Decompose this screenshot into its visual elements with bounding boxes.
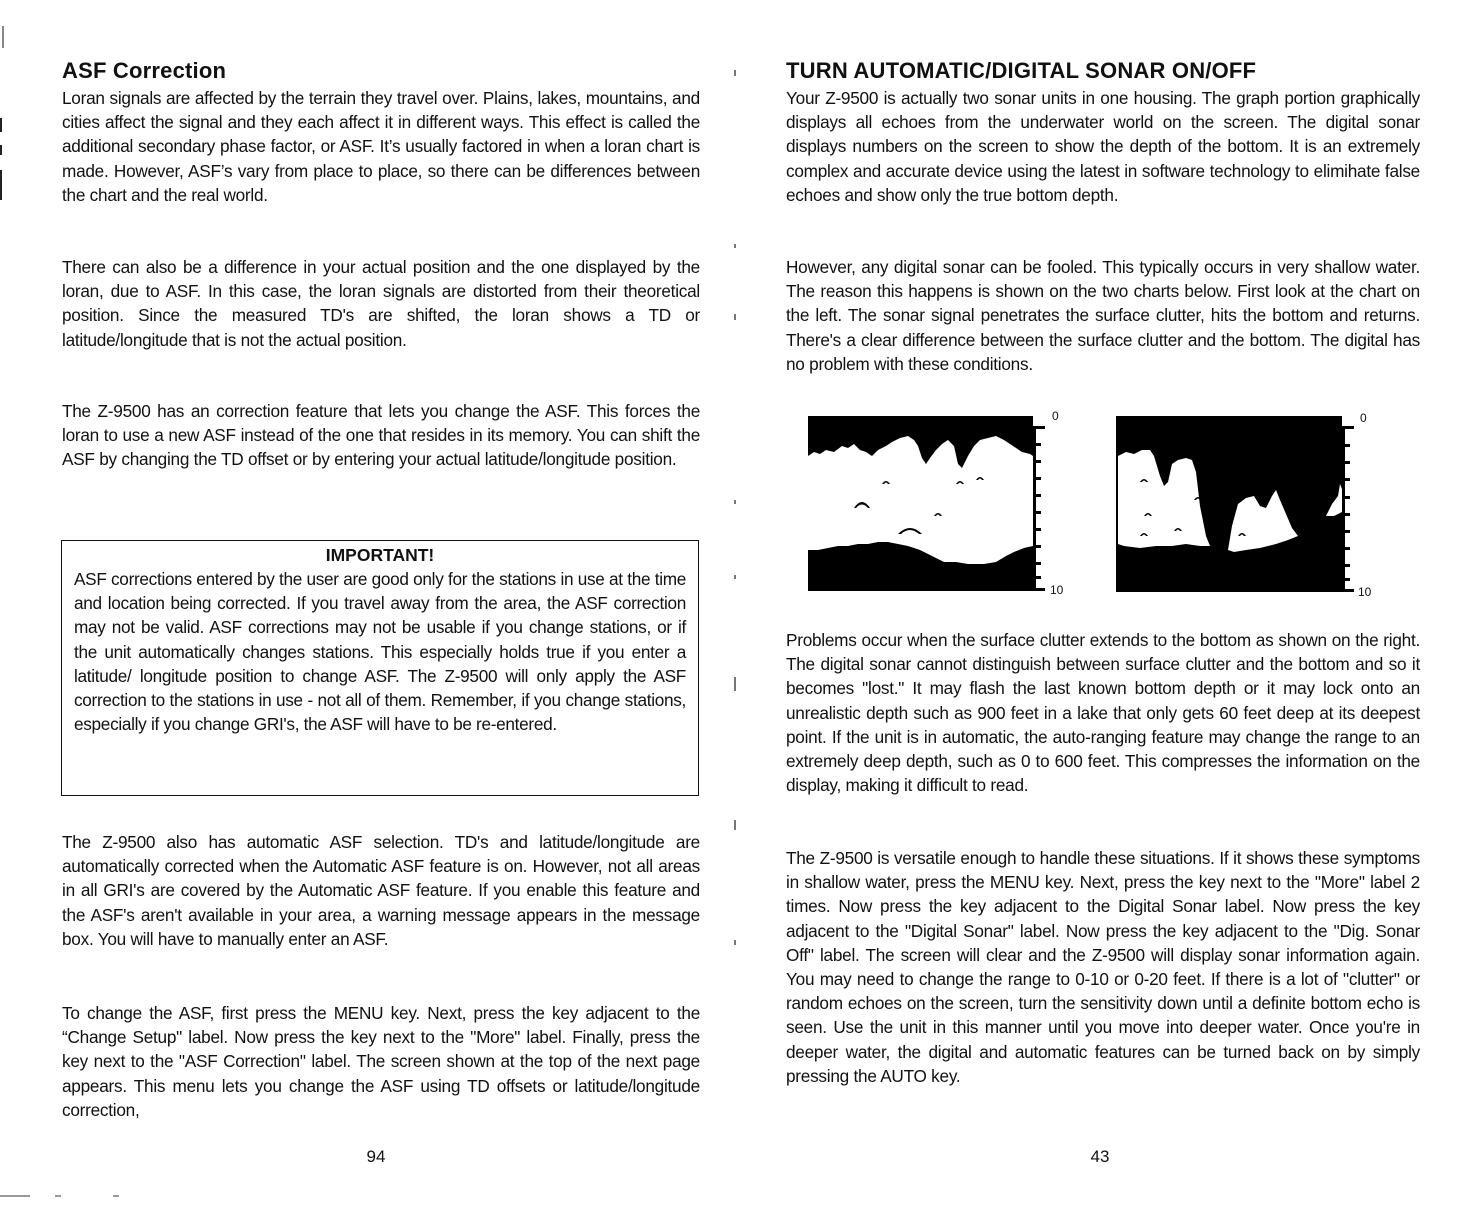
- paragraph: The Z-9500 also has automatic ASF selection. TD's and latitude/longitude are automatically corrected when the Automatic ASF feature is on. However, not all areas in all GRI's are covered by the Automatic ASF feature. If you enable this feature and the ASF's aren't available in your area, a warning message appears in the message box. You will have to manually enter an ASF.: [62, 832, 700, 949]
- paragraph: The Z-9500 is versatile enough to handle these situations. If it shows these symptoms in shallow water, press the MENU key. Next, press the key next to the "More" label 2 times. Now press the key adjacent to the Digital Sonar label. Now press the key adjacent to the "Digital Sonar" label. Now press the key adjacent to the "Dig. Sonar Off" label. The screen will clear and the Z-9500 will display sonar information again. You may need to change the range to 0-10 or 0-20 feet. If there is a lot of "clutter" or random echoes on the screen, turn the sensitivity down until a definite bottom echo is seen. Use the unit in this manner until you move into deeper water. Once you're in deeper water, the digital and automatic features can be turned back on by simply pressing the AUTO key.: [786, 848, 1420, 1086]
- scale-tick: [1033, 511, 1041, 514]
- sonar-display: [808, 416, 1048, 596]
- paragraph: Your Z-9500 is actually two sonar units in one housing. The graph portion graphically displays all echoes from the underwater world on the screen. The digital sonar displays numbers on the screen to show the depth of the bottom. It is an extremely complex and accurate device using the latest in software technology to elimihate false echoes and show only the true bottom depth.: [786, 88, 1420, 205]
- paragraph: There can also be a difference in your actual position and the one displayed by the loran, due to ASF. In this case, the loran signals are distorted from their theoretical position. Since the measured TD's are shifted, the loran shows a TD or latitude/longitude that is not the actual position.: [62, 257, 700, 350]
- gutter-marks: [734, 60, 740, 1060]
- scale-tick: [1033, 494, 1041, 497]
- paragraph: Loran signals are affected by the terrain they travel over. Plains, lakes, mountains, and cities affect the signal and they each affect it in different ways. This effect is called the additional secondary phase factor, or ASF. It’s usually factored in when a loran chart is made. However, ASF’s vary from place to place, so there can be differences between the chart and the real world.: [62, 88, 700, 205]
- important-notice-box: [61, 540, 699, 796]
- scan-bottom-noise: [113, 1195, 119, 1197]
- sonar-display: [1116, 416, 1356, 596]
- depth-scale-bottom-label: 10: [1358, 585, 1372, 599]
- scale-tick: [1033, 477, 1041, 480]
- scale-tick: [1342, 530, 1350, 533]
- section-title-sonar-on-off: TURN AUTOMATIC/DIGITAL SONAR ON/OFF: [786, 58, 1257, 83]
- depth-scale: [1342, 426, 1354, 592]
- scale-tick: [1342, 461, 1350, 464]
- paragraph: To change the ASF, first press the MENU key. Next, press the key adjacent to the “Change Setup" label. Now press the key next to the "More" label. Finally, press the key next to the "ASF Correction" label. The screen shown at the top of the next page appears. This menu lets you change the ASF using TD offsets or latitude/longitude correction,: [62, 1003, 700, 1120]
- scale-tick: [1342, 426, 1354, 429]
- scale-tick: [1033, 460, 1041, 463]
- scale-tick: [1033, 588, 1045, 591]
- scale-tick: [1033, 443, 1041, 446]
- page-number: 94: [366, 1147, 386, 1166]
- scale-tick: [1033, 562, 1041, 565]
- scan-bottom-noise: [0, 1195, 30, 1197]
- scale-tick: [1342, 578, 1350, 581]
- sonar-figure-clear-bottom: [808, 409, 1068, 597]
- scale-tick: [1033, 426, 1045, 429]
- scale-tick: [1342, 496, 1350, 499]
- depth-scale-top-label: 0: [1052, 409, 1059, 423]
- scale-tick: [1033, 545, 1041, 548]
- scan-bottom-noise: [55, 1195, 61, 1197]
- depth-scale-bottom-label: 10: [1050, 583, 1064, 597]
- depth-scale: [1033, 426, 1045, 591]
- scale-tick: [1342, 564, 1350, 567]
- section-title-asf-correction: ASF Correction: [62, 58, 227, 83]
- surface-clutter-and-water: [808, 436, 1033, 564]
- sonar-figure-clutter-to-bottom: [1116, 411, 1376, 599]
- scale-tick: [1342, 444, 1350, 447]
- depth-scale-top-label: 0: [1360, 411, 1367, 425]
- scale-tick: [1342, 547, 1350, 550]
- page-number: 43: [1090, 1147, 1110, 1166]
- scale-tick: [1033, 576, 1041, 579]
- important-notice-title: IMPORTANT!: [325, 545, 435, 565]
- paragraph: Problems occur when the surface clutter extends to the bottom as shown on the right. The digital sonar cannot distinguish between surface clutter and the bottom and so it becomes "lost." It may flash the last known bottom depth or it may lock onto an unrealistic depth such as 900 feet in a lake that only gets 60 feet deep at its deepest point. If the unit is in automatic, the auto-ranging feature may change the range to an extremely deep depth, such as 0 to 600 feet. This compresses the information on the display, making it difficult to read.: [786, 630, 1420, 796]
- scale-tick: [1033, 528, 1041, 531]
- paragraph: The Z-9500 has an correction feature that lets you change the ASF. This forces the loran to use a new ASF instead of the one that resides in its memory. You can shift the ASF by changing the TD offset or by entering your actual latitude/longitude position.: [62, 401, 700, 470]
- scale-tick: [1342, 589, 1354, 592]
- scan-edge-marks: [0, 0, 8, 220]
- scale-tick: [1342, 513, 1350, 516]
- important-notice-body: ASF corrections entered by the user are good only for the stations in use at the time and location being corrected. If you travel away from the area, the ASF correction may not be valid. ASF corrections may not be usable if you change stations, or if the unit automatically changes stations. This especially holds true if you enter a latitude/ longitude position to change ASF. The Z-9500 will only apply the ASF correction to the stations in use - not all of them. Remember, if you change stations, especially if you change GRI's, the ASF will have to be re-entered.: [74, 569, 686, 735]
- paragraph: However, any digital sonar can be fooled. This typically occurs in very shallow water. The reason this happens is shown on the two charts below. First look at the chart on the left. The sonar signal penetrates the surface clutter, hits the bottom and returns. There's a clear difference between the surface clutter and the bottom. The digital has no problem with these conditions.: [786, 257, 1420, 374]
- scale-tick: [1342, 478, 1350, 481]
